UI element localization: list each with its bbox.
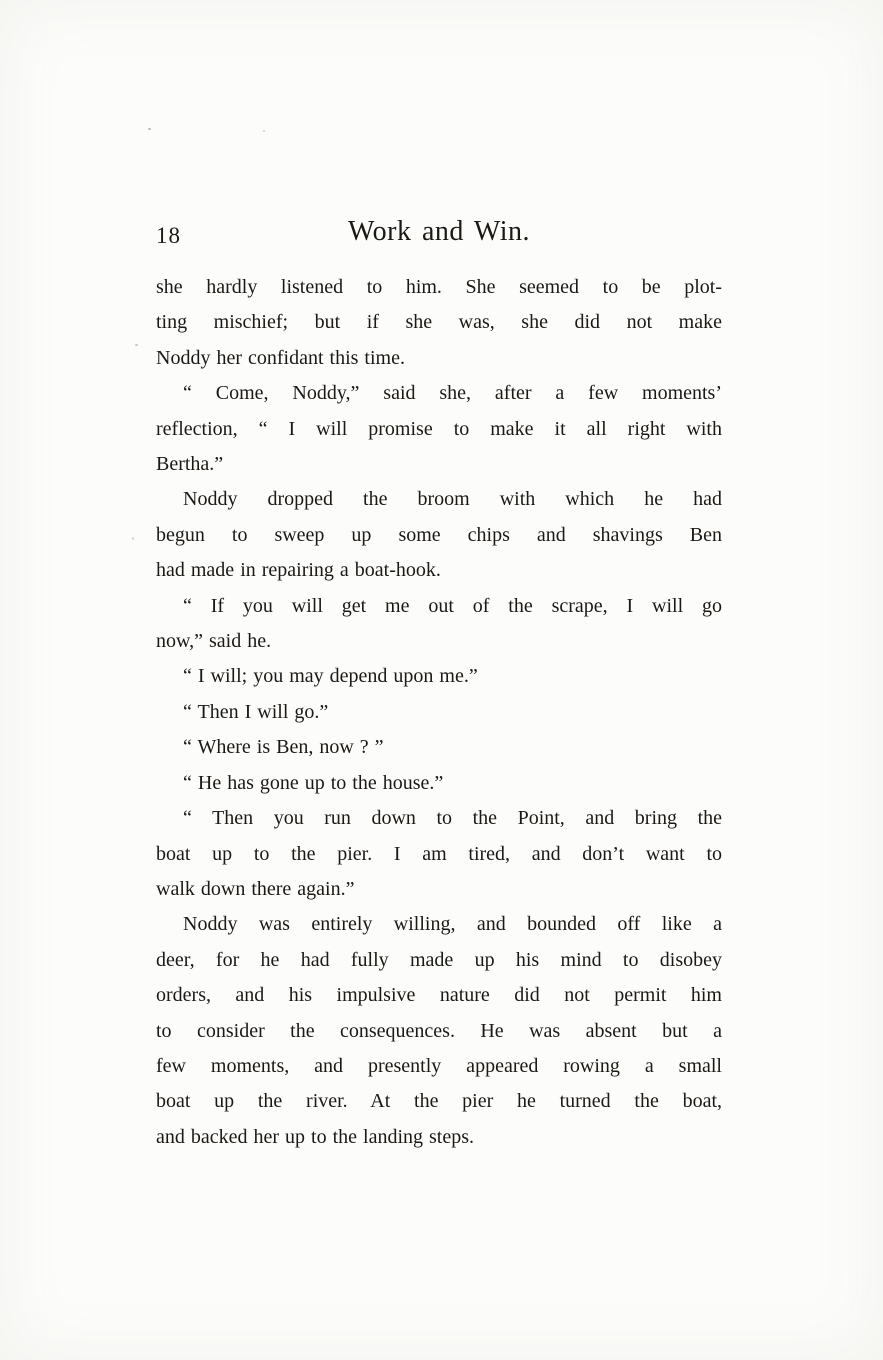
- text-line: orders, and his impulsive nature did not permit him: [156, 984, 722, 1007]
- text-line: “ He has gone up to the house.”: [183, 771, 444, 794]
- text-line: ting mischief; but if she was, she did not make: [156, 311, 722, 334]
- paragraph: [156, 801, 722, 907]
- text-line: now,” said he.: [156, 630, 272, 653]
- scan-speck: [263, 130, 265, 132]
- text-line: to consider the consequences. He was absent but a: [156, 1019, 722, 1042]
- text-line: “ Then I will go.”: [183, 700, 329, 723]
- text-line: “ Come, Noddy,” said she, after a few moments’: [183, 382, 722, 405]
- paragraph: [156, 730, 722, 765]
- paragraph: [156, 482, 722, 588]
- paragraph: [156, 695, 722, 730]
- text-line: reflection, “ I will promise to make it all right with: [156, 417, 722, 440]
- text-line: boat up to the pier. I am tired, and don’t want to: [156, 842, 722, 865]
- text-line: few moments, and presently appeared rowing a small: [156, 1054, 722, 1077]
- text-line: boat up the river. At the pier he turned the boat,: [156, 1090, 722, 1113]
- paragraph: [156, 659, 722, 694]
- paragraph: [156, 907, 722, 1155]
- text-line: begun to sweep up some chips and shavings Ben: [156, 523, 722, 546]
- text-line: “ I will; you may depend upon me.”: [183, 665, 478, 688]
- text-line: Noddy her confidant this time.: [156, 346, 405, 369]
- text-line: Noddy was entirely willing, and bounded off like a: [183, 913, 722, 936]
- scan-speck: [135, 344, 138, 346]
- paragraph: [156, 766, 722, 801]
- page-header: [156, 216, 722, 258]
- paragraph: [156, 376, 722, 482]
- text-line: “ Then you run down to the Point, and bring the: [183, 807, 722, 830]
- text-line: walk down there again.”: [156, 877, 355, 900]
- text-line: had made in repairing a boat-hook.: [156, 559, 441, 582]
- text-line: she hardly listened to him. She seemed to be plot-: [156, 276, 722, 298]
- running-title: Work and Win.: [347, 216, 531, 247]
- paragraph: [156, 589, 722, 660]
- page-number: 18: [156, 223, 181, 248]
- text-line: Noddy dropped the broom with which he had: [183, 488, 722, 511]
- text-line: “ If you will get me out of the scrape, I will go: [183, 594, 722, 617]
- text-line: deer, for he had fully made up his mind to disobey: [156, 948, 722, 971]
- text-line: “ Where is Ben, now ? ”: [183, 736, 384, 759]
- text-line: and backed her up to the landing steps.: [156, 1125, 475, 1148]
- page-body: [156, 270, 722, 1155]
- scan-speck: [132, 537, 134, 540]
- paragraph: [156, 270, 722, 376]
- scan-speck: [148, 128, 151, 130]
- text-line: Bertha.”: [156, 453, 224, 476]
